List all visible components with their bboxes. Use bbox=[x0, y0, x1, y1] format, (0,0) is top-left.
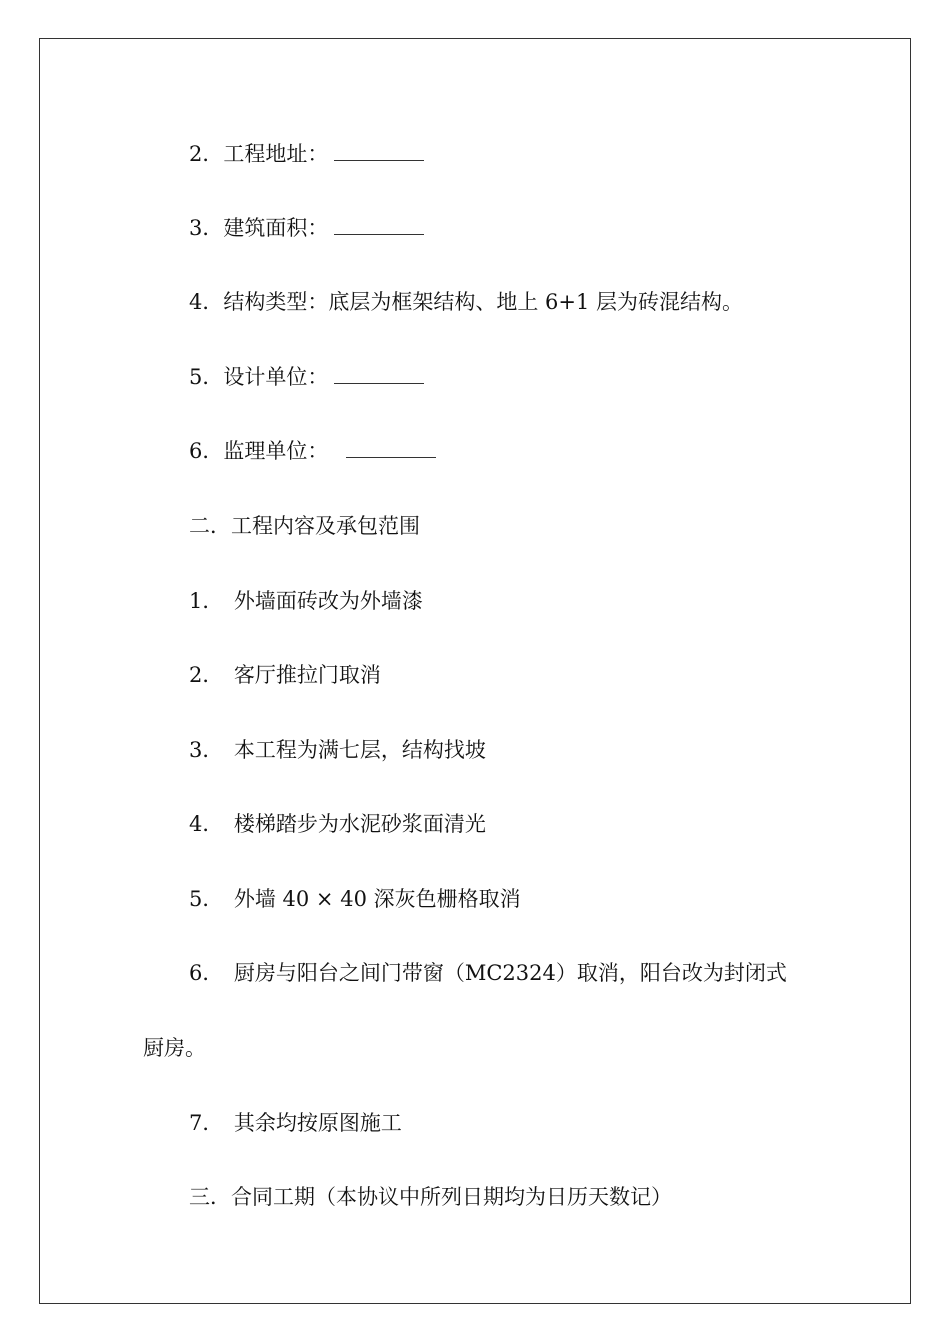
design-unit-blank bbox=[334, 365, 424, 384]
design-unit-label: 5．设计单位： bbox=[189, 365, 329, 389]
project-address-line bbox=[189, 140, 424, 168]
document-page bbox=[39, 38, 911, 1304]
scope-item-6: 6． 厨房与阳台之间门带窗（MC2324）取消，阳台改为封闭式 bbox=[189, 961, 787, 985]
supervision-unit-line bbox=[189, 437, 436, 465]
scope-item-7: 7． 其余均按原图施工 bbox=[189, 1111, 402, 1135]
design-unit-line bbox=[189, 363, 424, 391]
project-address-blank bbox=[334, 142, 424, 161]
supervision-unit-label: 6．监理单位： bbox=[189, 439, 329, 463]
scope-item-5: 5． 外墙 40 × 40 深灰色栅格取消 bbox=[189, 887, 521, 911]
section-3-heading: 三．合同工期（本协议中所列日期均为日历天数记） bbox=[189, 1185, 672, 1209]
supervision-unit-blank bbox=[346, 439, 436, 458]
structure-type-text: 4．结构类型：底层为框架结构、地上 6+1 层为砖混结构。 bbox=[189, 290, 744, 314]
structure-type-line bbox=[189, 288, 743, 316]
project-address-label: 2．工程地址： bbox=[189, 142, 329, 166]
building-area-label: 3．建筑面积： bbox=[189, 216, 329, 240]
building-area-line bbox=[189, 214, 424, 242]
scope-item-4: 4． 楼梯踏步为水泥砂浆面清光 bbox=[189, 812, 486, 836]
building-area-blank bbox=[334, 216, 424, 235]
scope-item-3: 3． 本工程为满七层，结构找坡 bbox=[189, 738, 486, 762]
scope-item-2: 2． 客厅推拉门取消 bbox=[189, 663, 381, 687]
scope-item-1: 1． 外墙面砖改为外墙漆 bbox=[189, 589, 423, 613]
section-2-heading: 二．工程内容及承包范围 bbox=[189, 514, 420, 538]
scope-item-6-continuation: 厨房。 bbox=[143, 1036, 206, 1060]
